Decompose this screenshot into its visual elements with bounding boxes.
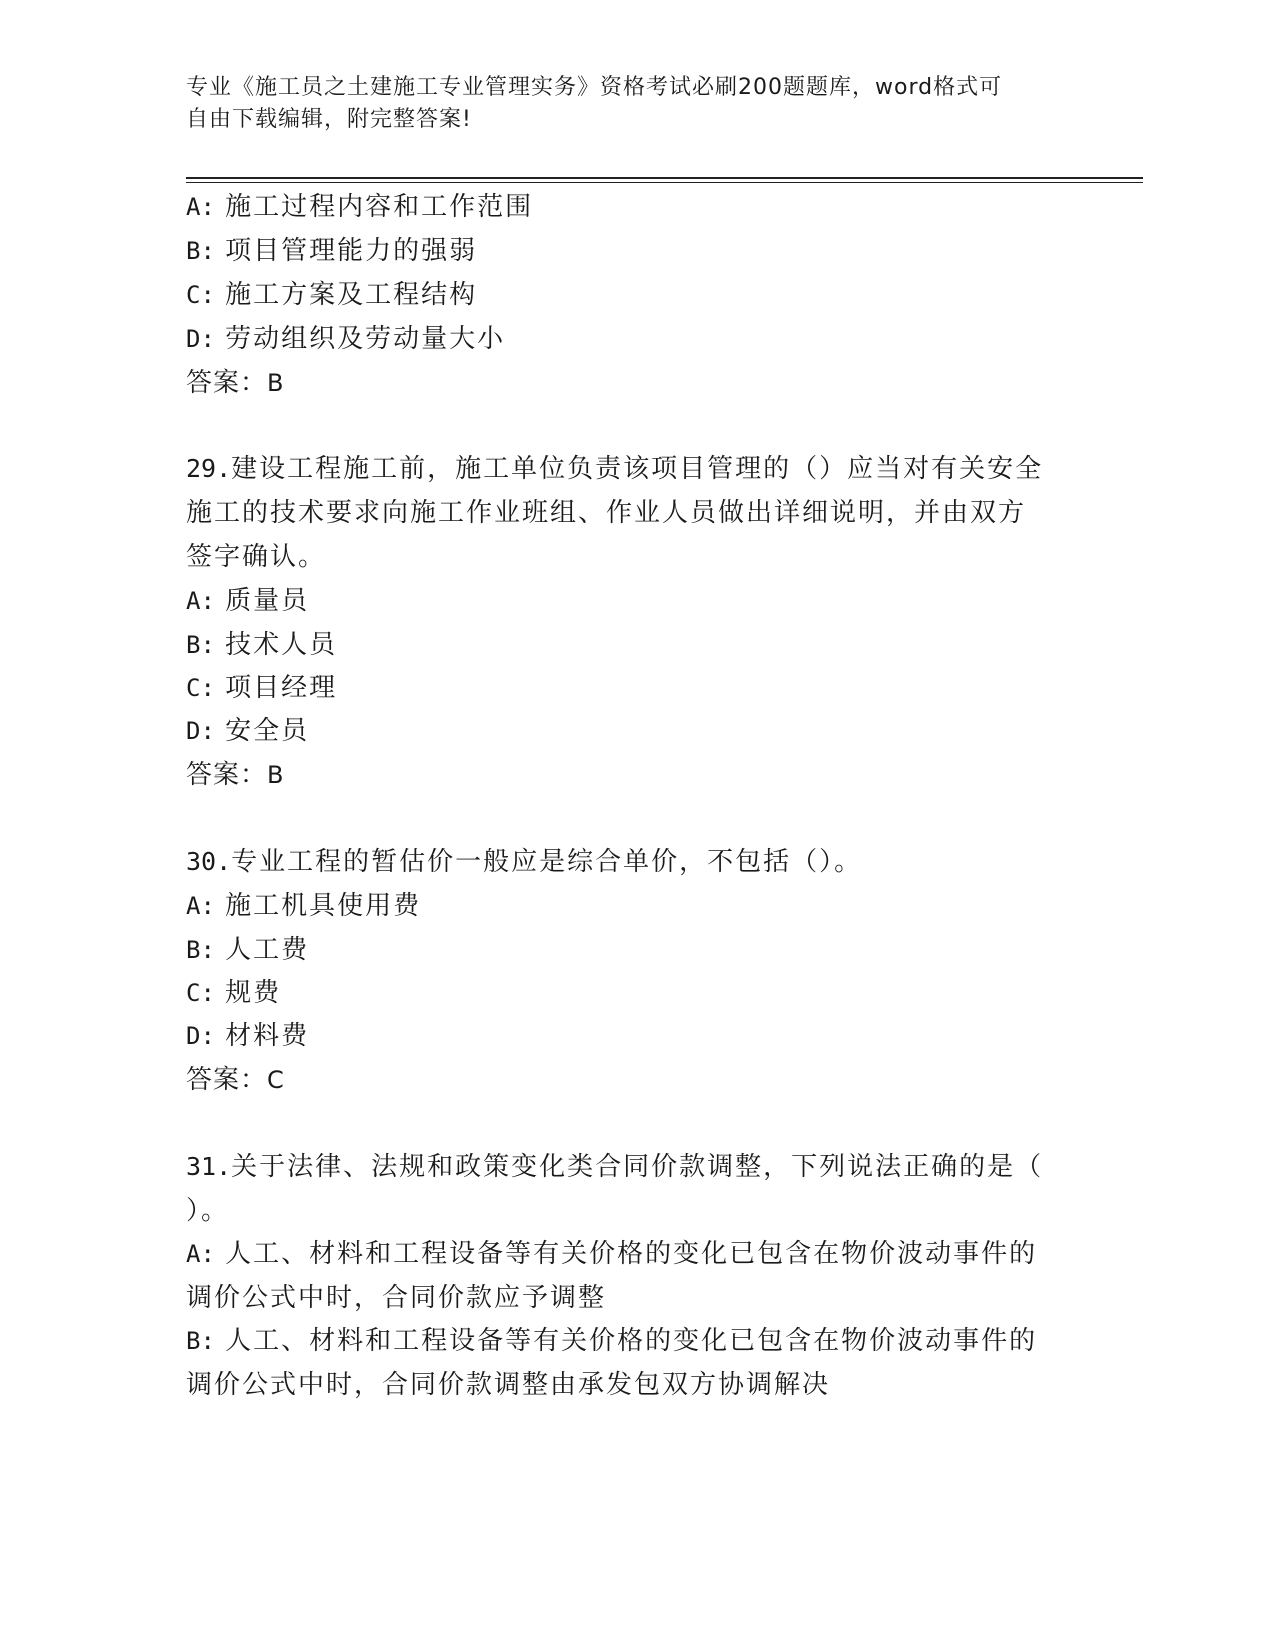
q31-option-b-continuation: 调价公式中时，合同价款调整由承发包双方协调解决	[186, 1370, 831, 1400]
prev-option-b: B: 项目管理能力的强弱	[186, 236, 478, 266]
q29-option-d: D: 安全员	[186, 716, 310, 746]
document-header	[186, 72, 1086, 136]
q31-option-b: B: 人工、材料和工程设备等有关价格的变化已包含在物价波动事件的	[186, 1326, 1038, 1356]
q31-option-a: A: 人工、材料和工程设备等有关价格的变化已包含在物价波动事件的	[186, 1239, 1038, 1269]
q29-stem-line-2: 施工的技术要求向施工作业班组、作业人员做出详细说明，并由双方	[186, 498, 1027, 528]
q31-stem-line-2: ）。	[186, 1196, 230, 1226]
header-line-2: 自由下载编辑，附完整答案!	[186, 107, 472, 132]
prev-answer: 答案：B	[186, 368, 285, 398]
q31-stem-line-1: 31.关于法律、法规和政策变化类合同价款调整，下列说法正确的是（	[186, 1152, 1044, 1182]
header-divider-thick	[186, 177, 1143, 179]
q31-option-a-continuation: 调价公式中时，合同价款应予调整	[186, 1283, 607, 1313]
q30-answer: 答案：C	[186, 1065, 285, 1095]
q29-stem-line-3: 签字确认。	[186, 542, 327, 572]
q29-option-b: B: 技术人员	[186, 630, 338, 660]
q30-option-d: D: 材料费	[186, 1021, 310, 1051]
q29-option-c: C: 项目经理	[186, 673, 338, 703]
prev-option-d: D: 劳动组织及劳动量大小	[186, 324, 506, 354]
q30-stem-line-1: 30.专业工程的暂估价一般应是综合单价，不包括（）。	[186, 847, 863, 877]
q30-option-a: A: 施工机具使用费	[186, 891, 422, 921]
prev-option-a: A: 施工过程内容和工作范围	[186, 192, 534, 222]
prev-option-c: C: 施工方案及工程结构	[186, 280, 478, 310]
header-divider-thin	[186, 182, 1143, 183]
q29-answer: 答案：B	[186, 760, 285, 790]
header-line-1: 专业《施工员之土建施工专业管理实务》资格考试必刷200题题库，word格式可	[186, 75, 1003, 100]
q30-option-c: C: 规费	[186, 978, 282, 1008]
q29-stem-line-1: 29.建设工程施工前，施工单位负责该项目管理的（）应当对有关安全	[186, 454, 1044, 484]
q29-option-a: A: 质量员	[186, 586, 310, 616]
q30-option-b: B: 人工费	[186, 935, 310, 965]
